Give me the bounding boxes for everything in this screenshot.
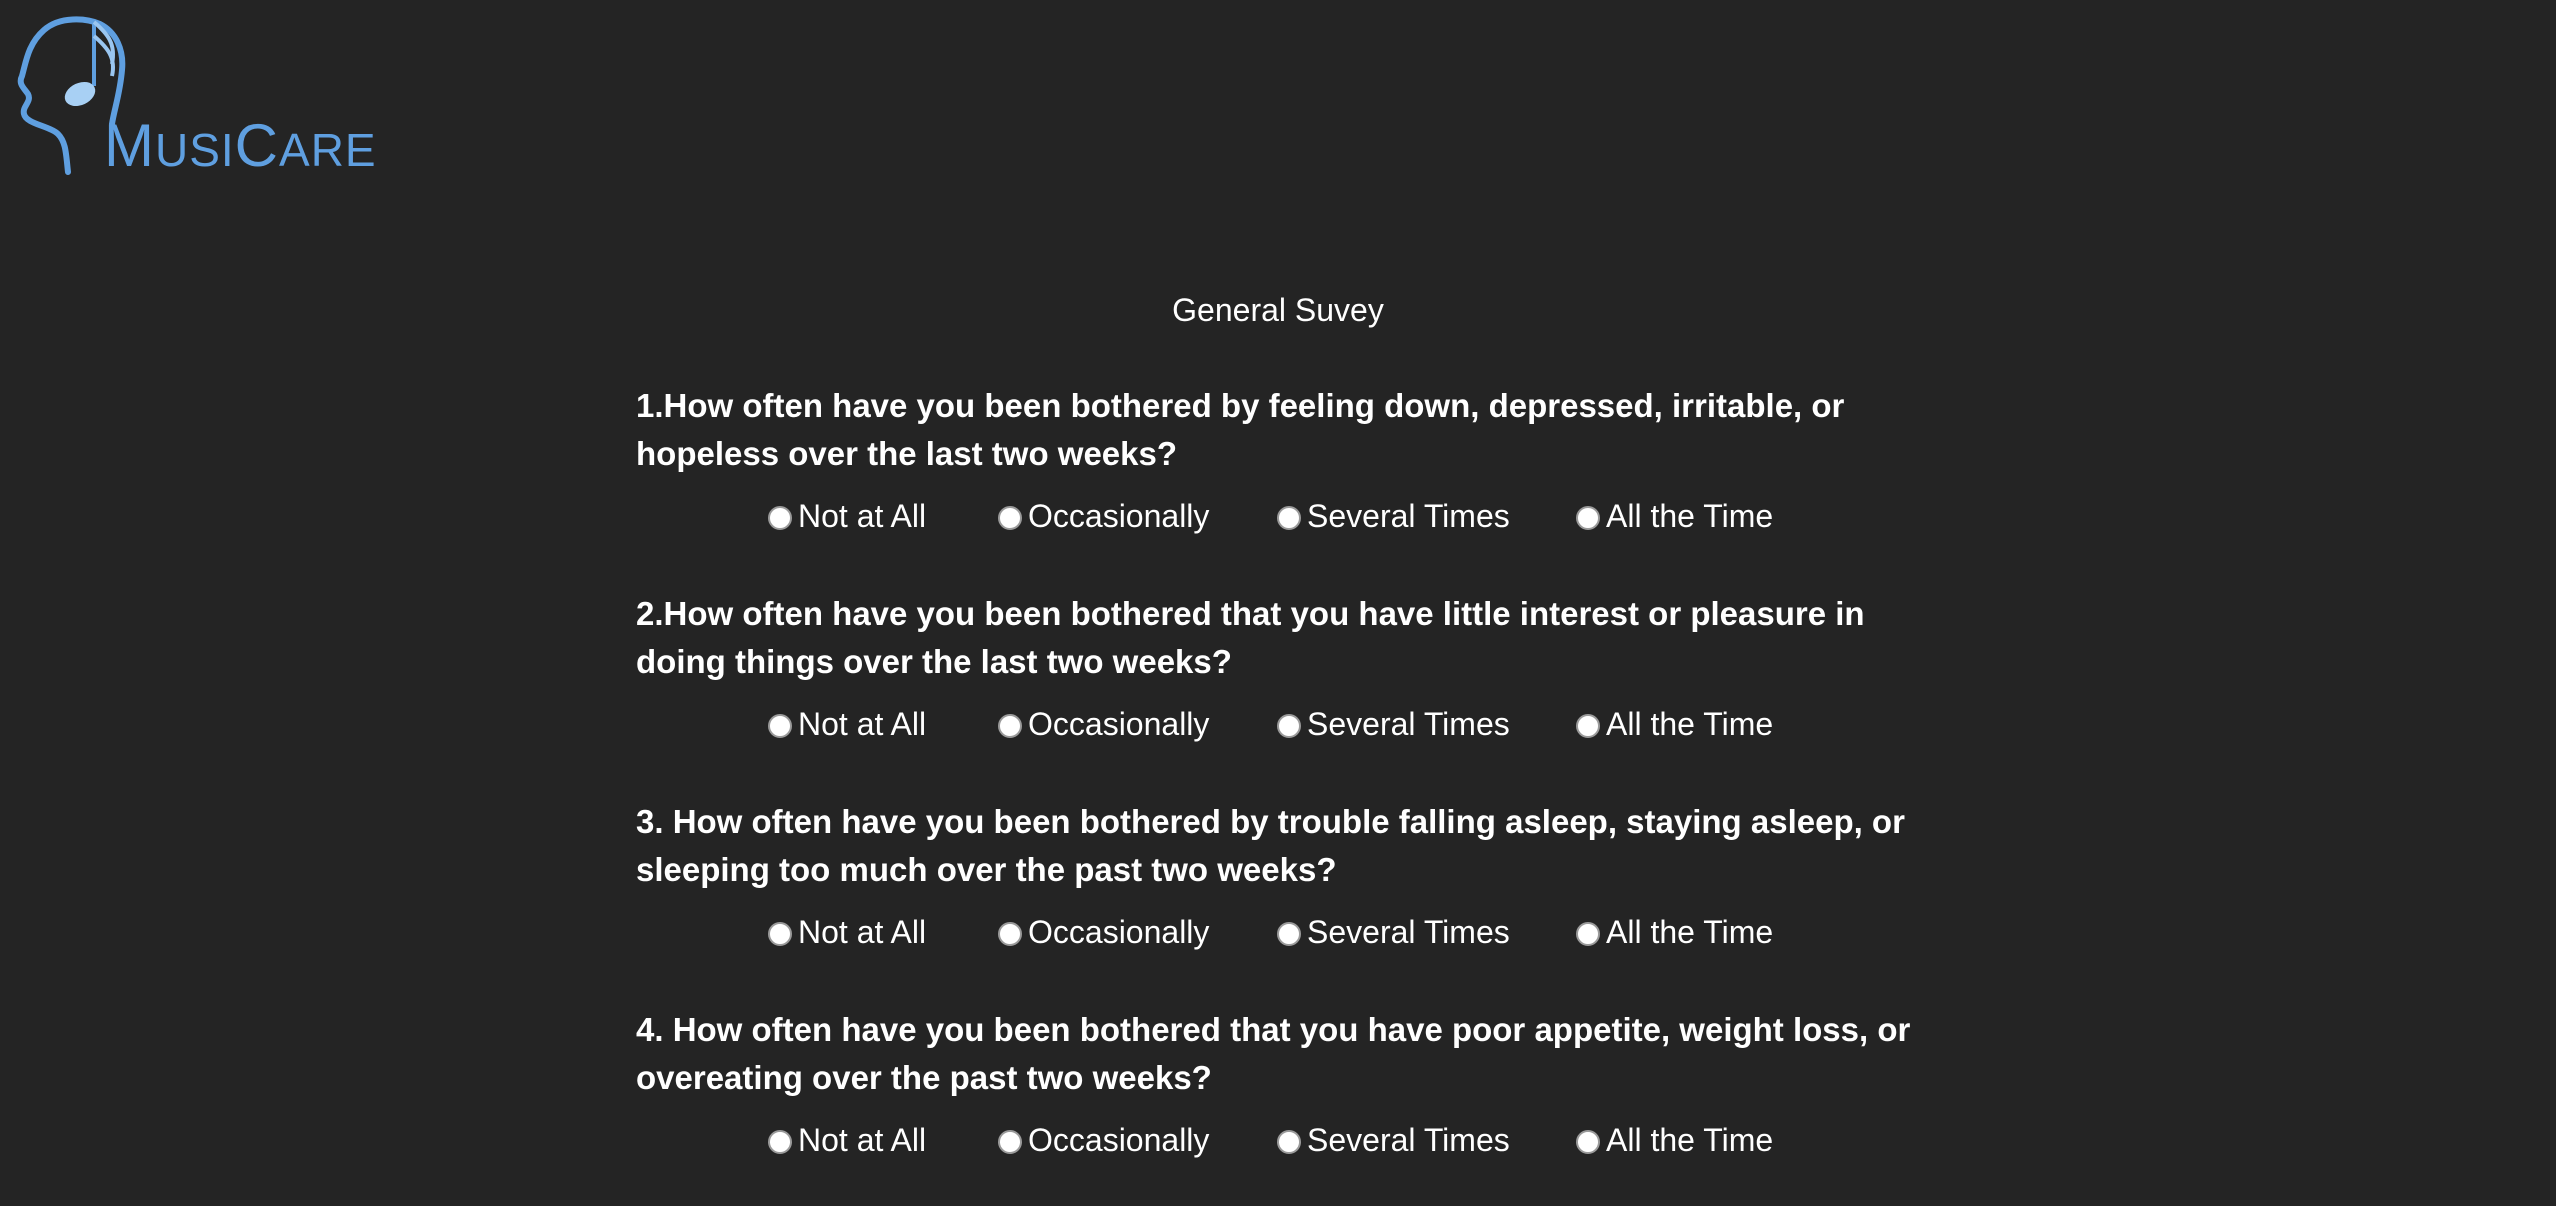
radio-button[interactable] (1277, 506, 1301, 530)
option-all-the-time[interactable]: All the Time (1576, 1118, 1773, 1162)
option-occasionally[interactable]: Occasionally (998, 910, 1209, 954)
musicare-logo[interactable] (16, 14, 376, 184)
radio-button[interactable] (1277, 922, 1301, 946)
radio-button[interactable] (998, 714, 1022, 738)
option-several-times[interactable]: Several Times (1277, 1118, 1510, 1162)
question-text: 4. How often have you been bothered that you have poor appetite, weight loss, or overeating over the past two weeks? (636, 1011, 1911, 1096)
brand-wordmark: MUSICARE (104, 112, 377, 179)
question-4 (636, 1006, 1936, 1206)
question-text: 2.How often have you been bothered that you have little interest or pleasure in doing things over the last two weeks? (636, 595, 1865, 680)
radio-button[interactable] (1576, 1130, 1600, 1154)
option-all-the-time[interactable]: All the Time (1576, 702, 1773, 746)
question-text: 1.How often have you been bothered by feeling down, depressed, irritable, or hopeless over the last two weeks? (636, 387, 1845, 472)
option-not-at-all[interactable]: Not at All (768, 1118, 926, 1162)
radio-button[interactable] (998, 922, 1022, 946)
radio-button[interactable] (768, 922, 792, 946)
option-not-at-all[interactable]: Not at All (768, 702, 926, 746)
question-text: 3. How often have you been bothered by trouble falling asleep, staying asleep, or sleeping too much over the past two weeks? (636, 803, 1905, 888)
question-3 (636, 798, 1936, 1006)
option-all-the-time[interactable]: All the Time (1576, 494, 1773, 538)
survey-title: General Suvey (1172, 292, 1384, 328)
radio-button[interactable] (1576, 922, 1600, 946)
radio-button[interactable] (1277, 1130, 1301, 1154)
radio-button[interactable] (768, 714, 792, 738)
question-2 (636, 590, 1936, 798)
question-list (636, 382, 1936, 1206)
answer-options (636, 702, 1936, 758)
radio-button[interactable] (1576, 714, 1600, 738)
radio-button[interactable] (998, 1130, 1022, 1154)
answer-options (636, 494, 1936, 550)
option-several-times[interactable]: Several Times (1277, 910, 1510, 954)
radio-button[interactable] (768, 1130, 792, 1154)
question-1 (636, 382, 1936, 590)
radio-button[interactable] (998, 506, 1022, 530)
radio-button[interactable] (768, 506, 792, 530)
option-not-at-all[interactable]: Not at All (768, 910, 926, 954)
answer-options (636, 910, 1936, 966)
option-all-the-time[interactable]: All the Time (1576, 910, 1773, 954)
option-several-times[interactable]: Several Times (1277, 494, 1510, 538)
radio-button[interactable] (1576, 506, 1600, 530)
option-occasionally[interactable]: Occasionally (998, 494, 1209, 538)
option-not-at-all[interactable]: Not at All (768, 494, 926, 538)
answer-options (636, 1118, 1936, 1174)
radio-button[interactable] (1277, 714, 1301, 738)
option-occasionally[interactable]: Occasionally (998, 1118, 1209, 1162)
option-occasionally[interactable]: Occasionally (998, 702, 1209, 746)
option-several-times[interactable]: Several Times (1277, 702, 1510, 746)
